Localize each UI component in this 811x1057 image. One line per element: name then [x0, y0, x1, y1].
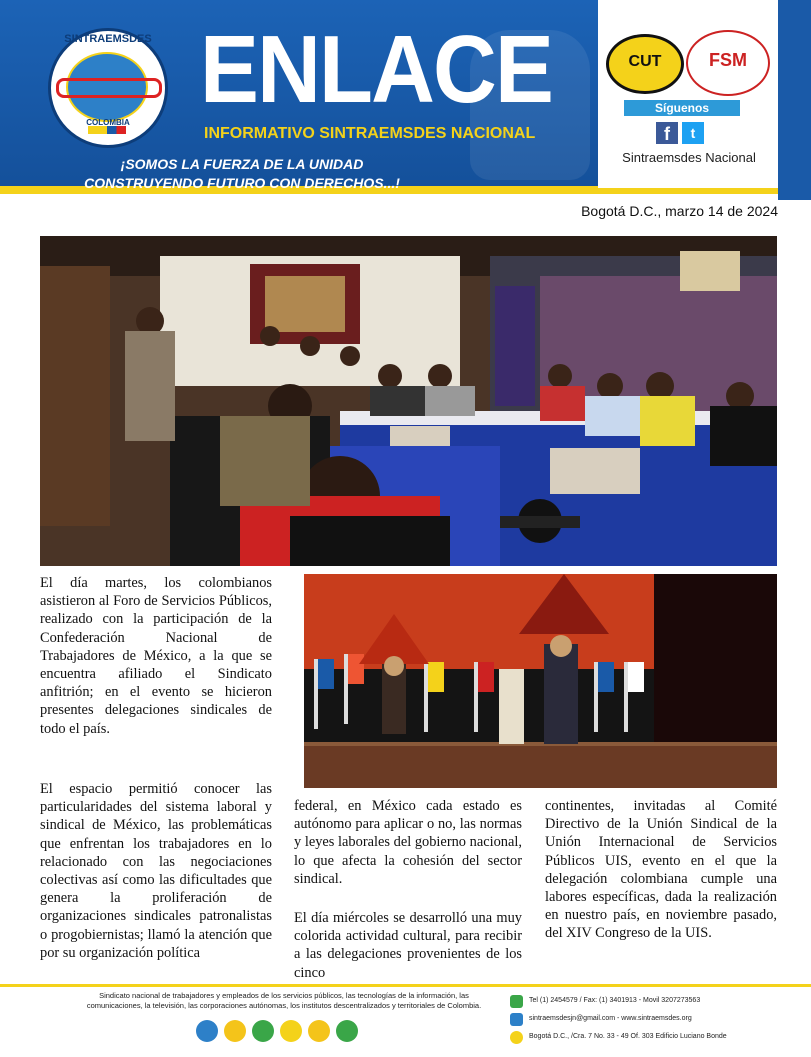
footer-divider — [0, 984, 811, 987]
footer-description: Sindicato nacional de trabajadores y empleados de los servicios públicos, las tecnologías de la información, las comunicaciones, la televisión, las corporaciones autónomas, los institutos descentralizados y territoriales de Colombia. — [86, 991, 482, 1010]
slogan-line-1: ¡SOMOS LA FUERZA DE LA UNIDAD — [120, 156, 364, 172]
footer-contact — [510, 992, 770, 1046]
header-right-strip — [778, 0, 811, 200]
newsletter-title: ENLACE — [200, 16, 553, 123]
meeting-photo — [40, 236, 777, 566]
energy-icon — [280, 1020, 302, 1042]
twitter-icon[interactable]: t — [682, 122, 704, 144]
footer-address: Bogotá D.C., /Cra. 7 No. 33 - 49 Of. 303 Edificio Luciano Bonde — [529, 1033, 727, 1040]
email-icon — [510, 1013, 523, 1026]
phone-contact-icon — [510, 995, 523, 1008]
fsm-logo — [686, 30, 770, 96]
sector-icons — [196, 1020, 358, 1042]
colombia-flag-icon — [88, 126, 126, 134]
article-column-1b — [40, 780, 272, 962]
footer-phone: Tel (1) 2454579 / Fax: (1) 3401913 - Movil 3207273563 — [529, 997, 701, 1004]
cut-logo — [606, 34, 684, 94]
slogan-line-2: CONSTRUYENDO FUTURO CON DERECHOS...! — [84, 175, 400, 191]
issue-date: Bogotá D.C., marzo 14 de 2024 — [581, 203, 778, 219]
phone-icon — [224, 1020, 246, 1042]
meeting-photo-drawing — [40, 236, 777, 566]
article-paragraph-3-cont: continentes, invitadas al Comité Directivo de la Unión Sindical de la Unión Internacional de Servicios Públicos UIS, evento en el que la delegación colombiana cumple una labores específicas, dada la realización en nuestro país, en noviembre pasado, del XIV Congreso de la UIS. — [545, 798, 777, 942]
bulb-icon — [308, 1020, 330, 1042]
logo-name: SINTRAEMSDES — [64, 33, 152, 45]
article-column-2b — [294, 909, 522, 982]
location-icon — [510, 1031, 523, 1044]
article-column-2 — [294, 797, 522, 888]
chain-icon — [56, 78, 162, 98]
slogan — [42, 155, 442, 193]
article-column-3 — [545, 797, 777, 943]
social-handle: Sintraemsdes Nacional — [622, 150, 756, 165]
dance-photo-drawing — [304, 574, 777, 788]
article-paragraph-3: El día miércoles se desarrolló una muy colorida actividad cultural, para recibir a las delegaciones provenientes de los cinco — [294, 910, 522, 981]
article-paragraph-2-cont: federal, en México cada estado es autónomo para aplicar o no, las normas y leyes laborales del gobierno nacional, lo que afecta la cohesión del sector sindical. — [294, 798, 522, 887]
facebook-icon[interactable]: f — [656, 122, 678, 144]
article-paragraph-2: El espacio permitió conocer las particularidades del sistema laboral y sindical de México, las problemáticas que enfrentan los trabajadores en lo relacionado con las negociaciones colectivas así como las dificultades que genera la proliferación de organizaciones sindicales patronalistas o progobiernistas; llamó la atención que por su organización política — [40, 781, 272, 961]
logo-country: COLOMBIA — [86, 118, 130, 127]
newsletter-subtitle: INFORMATIVO SINTRAEMSDES NACIONAL — [204, 125, 536, 142]
recycle-icon — [336, 1020, 358, 1042]
cultural-dance-photo — [304, 574, 777, 788]
cut-logo-text: CUT — [628, 53, 662, 70]
article-column-1 — [40, 574, 272, 738]
water-icon — [196, 1020, 218, 1042]
tv-icon — [252, 1020, 274, 1042]
footer-email[interactable]: sintraemsdesjn@gmail.com - www.sintraemsdes.org — [529, 1015, 692, 1022]
article-paragraph-1: El día martes, los colombianos asistieron al Foro de Servicios Públicos, realizado con la participación de la Confederación Nacional de Trabajadores de México, a la que se encuentra afiliado el Sindicato anfitrión; en el evento se hicieron presentes delegaciones sindicales de todo el país. — [40, 575, 272, 737]
fsm-logo-text: FSM — [709, 50, 747, 70]
follow-label: Síguenos — [624, 100, 740, 116]
